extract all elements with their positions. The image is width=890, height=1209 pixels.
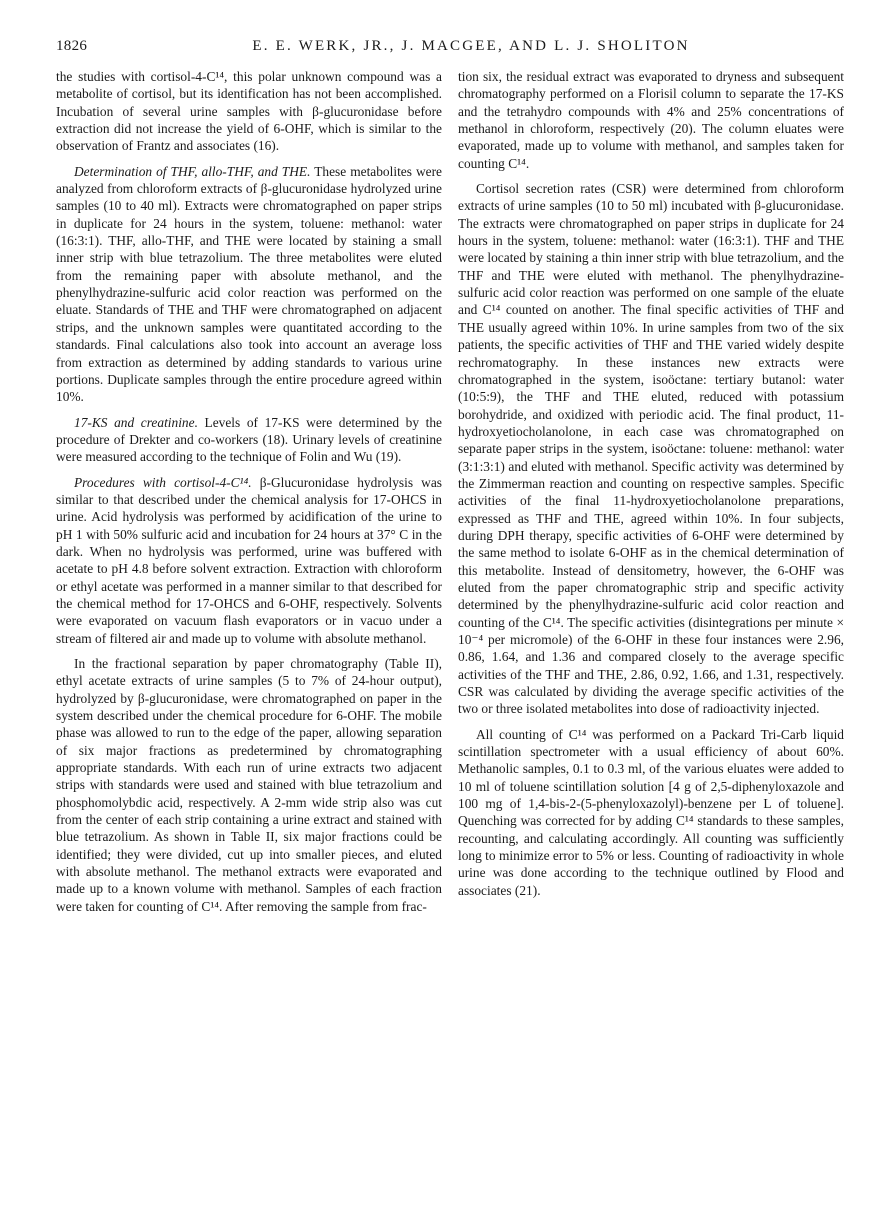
- paragraph-heading: Determination of THF, allo-THF, and THE.: [74, 163, 311, 179]
- paragraph-text: β-Glucuronidase hydrolysis was similar to that described under the chemical analysis for 17-OHCS in urine. Acid hydrolysis was performed by acidification of the urine to pH 1 with 50% sulfuric acid and incubation for 24 hours at 37° C in the dark. When no hydrolysis was performed, urine was buffered with acetate to pH 4.8 before solvent extraction. Extraction with chloroform or ethyl acetate was performed in a manner similar to that described for the chemical method for 17-OHCS and 6-OHF, respectively. Solvents were evaporated on vacuum flash evaporators or in vacuo under a stream of filtered air and made up to volume with absolute methanol.: [56, 474, 442, 646]
- left-column: [56, 68, 442, 915]
- paragraph: [56, 68, 442, 155]
- paragraph-text: These metabolites were analyzed from chloroform extracts of β-glucuronidase hydrolyzed urine samples (10 to 40 ml). Extracts were chromatographed on paper strips in duplicate for 24 hours in the system, toluene: methanol: water (16:3:1). THF, allo-THF, and THE were located by staining a small inner strip with blue tetrazolium. The three metabolites were eluted from the remaining paper with absolute methanol, and the phenylhydrazine-sulfuric acid color reaction was performed on the eluate. Standards of THE and THF were chromatographed on adjacent strips, and the unknown samples were quantitated according to the standards. Final calculations also took into account an average loss from extraction as determined by adding standards to various urine portions. Duplicate samples through the entire procedure agreed within 10%.: [56, 163, 442, 405]
- paragraph-text: In the fractional separation by paper chromatography (Table II), ethyl acetate extracts of urine samples (5 to 7% of 24-hour output), hydrolyzed by β-glucuronidase, were chromatographed on paper in the system described under the chemical procedure for 6-OHF. The mobile phase was allowed to run to the edge of the paper, allowing separation of six major fractions as predetermined by chromatographing appropriate standards. With each run of urine extracts two adjacent strips with standards were used and stained with blue tetrazolium and phosphomolybdic acid, respectively. A 2-mm wide strip also was cut from the center of each strip containing a urine extract and stained with blue tetrazolium. As shown in Table II, six major fractions could be identified; they were divided, cut up into smaller pieces, and eluted with absolute methanol. The methanol extracts were evaporated and made up to a known volume with methanol. Samples of each fraction were taken for counting of C¹⁴. After removing the sample from frac-: [56, 656, 442, 914]
- paragraph: [56, 414, 442, 466]
- paragraph-heading: Procedures with cortisol-4-C¹⁴.: [74, 474, 252, 490]
- paragraph: [56, 474, 442, 647]
- paragraph-text: the studies with cortisol-4-C¹⁴, this polar unknown compound was a metabolite of cortisol, but its identification has not been accomplished. Incubation of several urine samples with β-glucuronidase before extraction did not increase the yield of 6-OHF, which is similar to the observation of Frantz and associates (16).: [56, 69, 442, 154]
- running-head: E. E. WERK, JR., J. MACGEE, AND L. J. SHOLITON: [252, 38, 690, 54]
- paragraph-text: Levels of 17-KS were determined by the procedure of Drekter and co-workers (18). Urinary levels of creatinine were measured according to the technique of Folin and Wu (19).: [56, 414, 442, 465]
- paragraph-heading: 17-KS and creatinine.: [74, 414, 198, 430]
- page-header: [56, 38, 846, 62]
- right-column: [458, 68, 844, 899]
- paragraph-text: tion six, the residual extract was evaporated to dryness and subsequent chromatography performed on a Florisil column to separate the 17-KS and the tetrahydro compounds with 4% and 25% concentrations of methanol in chloroform, respectively (20). The column eluates were evaporated, made up to volume with methanol, and samples taken for counting C¹⁴.: [458, 69, 844, 171]
- page-number: 1826: [56, 38, 88, 54]
- paragraph: [458, 180, 844, 718]
- paragraph-text: All counting of C¹⁴ was performed on a Packard Tri-Carb liquid scintillation spectrometer with a usual efficiency of about 60%. Methanolic samples, 0.1 to 0.3 ml, of the various eluates were added to 10 ml of toluene scintillation solution [4 g of 2,5-diphenyloxazole and 100 mg of 1,4-bis-2-(5-phenyloxazolyl)-benzene per L of toluene]. Quenching was corrected for by adding C¹⁴ standards to these samples, recounting, and calculating accordingly. All counting was sufficiently long to minimize error to 5% or less. Counting of radioactivity in whole urine was done according to the technique outlined by Flood and associates (21).: [458, 726, 844, 898]
- paragraph: [458, 726, 844, 899]
- paragraph: [458, 68, 844, 172]
- paragraph: [56, 163, 442, 406]
- paragraph-text: Cortisol secretion rates (CSR) were determined from chloroform extracts of urine samples (10 to 50 ml) incubated with β-glucuronidase. The extracts were chromatographed on paper strips in duplicate for 24 hours in the system, toluene: methanol: water (16:3:1). THF and THE were located by staining a thin inner strip with blue tetrazolium, and the THF and THE were eluted with methanol. The phenylhydrazine-sulfuric acid color reaction was performed on one sample of the eluate and C¹⁴ counted on another. The final specific activities of THF and THE usually agreed within 10%. In urine samples from two of the six patients, the specific activities of THF and THE varied widely despite rechromatography. In these instances new extracts were chromatographed in the system, isoöctane: tertiary butanol: water (10:5:9), the THF and THE eluted, reduced with potassium borohydride, and oxidized with periodic acid. The final product, 11-hydroxyetiocholanolone, in each case was chromatographed on separate paper strips in the system, isoöctane: toluene: methanol: water (3:1:3:1) and eluted with methanol. Specific activity was determined by the Zimmerman reaction and counting on respective samples. Specific activities of the final 11-hydroxyetiocholanolone preparations, expressed as THF and THE, agreed within 10%. In four subjects, during DPH therapy, specific activities of 6-OHF were determined by the same method to isolate 6-OHF as in the chemical determination of this metabolite. Instead of densitometry, however, the 6-OHF was eluted from the paper chromatographic strip and specific activity determined by the phenylhydrazine-sulfuric acid color reaction and counting of the C¹⁴. The specific activities (disintegrations per minute × 10⁻⁴ per micromole) of the 6-OHF in these four instances were 2.96, 0.86, 1.64, and 1.36 and compared closely to the average specific activities of the THF and THE, 2.86, 0.92, 1.66, and 1.31, respectively. CSR was calculated by dividing the average specific activities of the two or three isolated metabolites into dose of radioactivity injected.: [458, 181, 844, 717]
- paragraph: [56, 655, 442, 915]
